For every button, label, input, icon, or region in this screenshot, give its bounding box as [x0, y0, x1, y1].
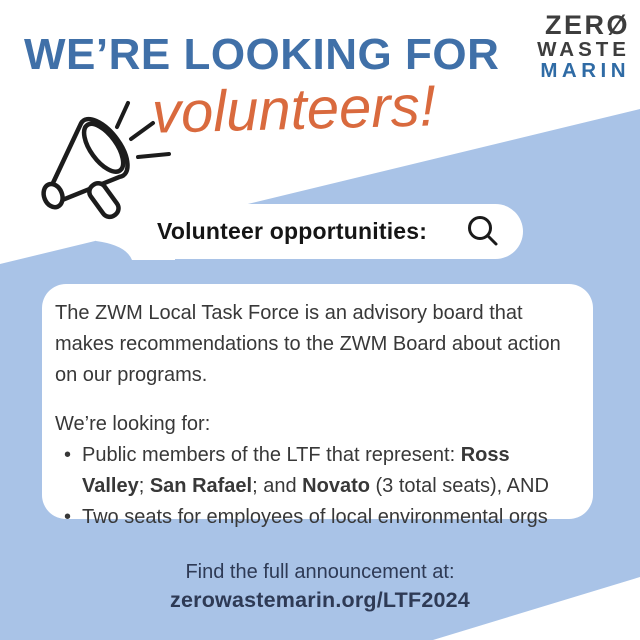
footer-announcement-text: Find the full announcement at:	[185, 561, 455, 583]
logo-line-marin: MARIN	[540, 59, 630, 83]
list-item-public-members: • Public members of the LTF that represent: Ross Valley; San Rafael; and Novato (3 total seats), AND	[55, 440, 575, 502]
list-item-org-seats: • Two seats for employees of local environmental orgs	[55, 502, 575, 533]
card-paragraph: The ZWM Local Task Force is an advisory board that makes recommendations to the ZWM Board about action on our programs.	[55, 302, 561, 386]
headline-text: WE’RE LOOKING FOR	[24, 30, 500, 79]
info-card	[42, 284, 593, 528]
card-intro: We’re looking for:	[55, 413, 211, 435]
script-word-volunteers: volunteers!	[151, 73, 437, 146]
search-bar[interactable]	[135, 204, 523, 259]
search-icon	[465, 214, 501, 250]
logo-line-zero: ZERØ	[544, 10, 630, 40]
search-bar-label: Volunteer opportunities:	[157, 218, 428, 244]
website-url[interactable]: zerowastemarin.org/LTF2024	[170, 588, 470, 612]
logo-line-waste: WASTE	[537, 38, 630, 62]
zero-waste-marin-logo	[537, 11, 630, 82]
footer	[0, 561, 640, 613]
